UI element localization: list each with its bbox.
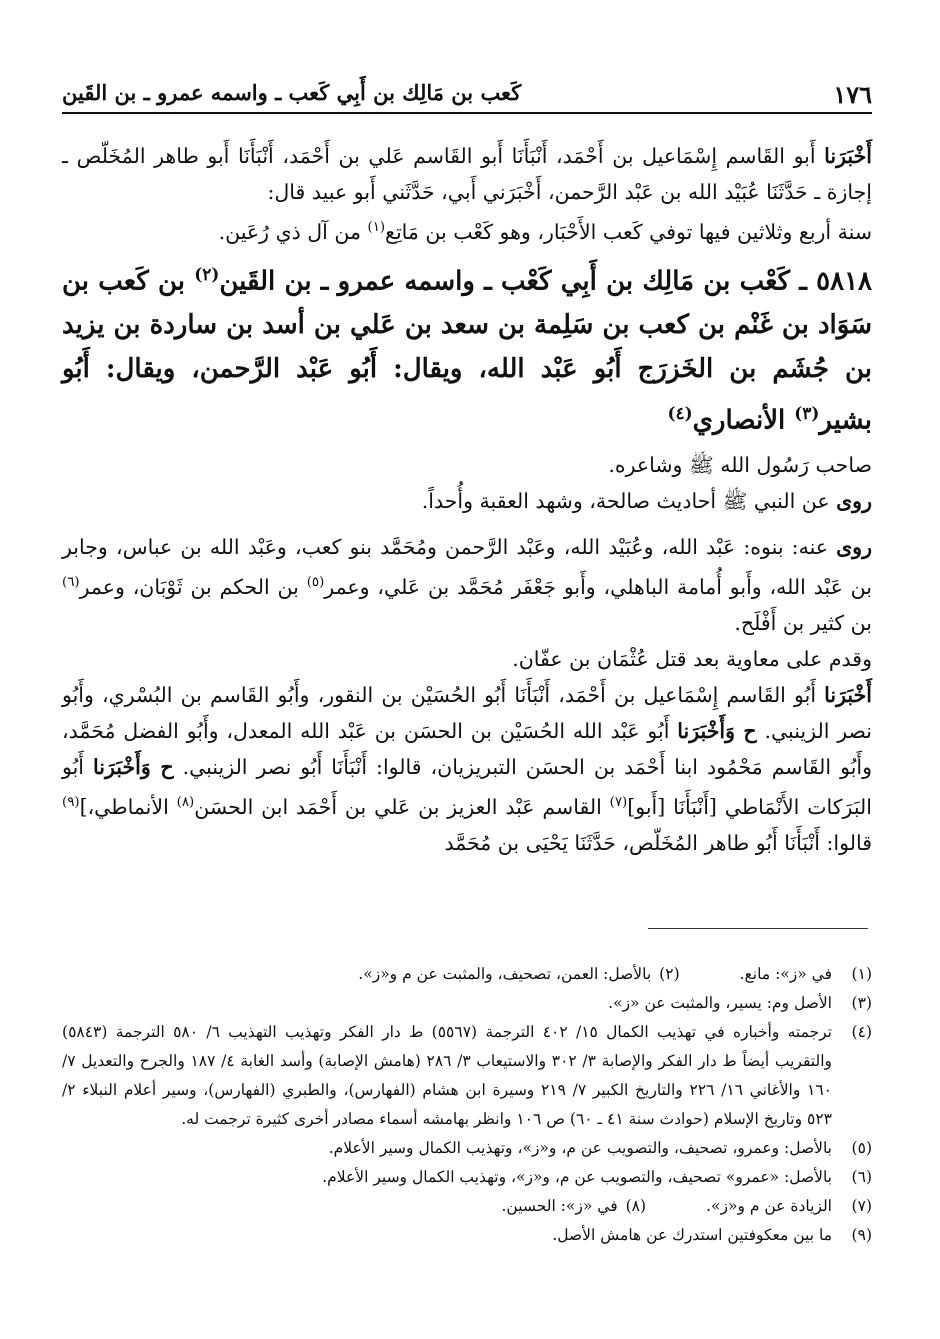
footnote-ref[interactable]: (٥) <box>306 575 325 591</box>
paragraph-3 <box>62 447 872 483</box>
footnote-text: الزيادة عن م و«ز». <box>706 1197 832 1215</box>
footnote-text: بالأصل: «عمرو» تصحيف، والتصويب عن م، و«ز»، وتهذيب الكمال وسير الأعلام. <box>322 1168 832 1186</box>
footnote-number: (٧) <box>851 1197 872 1215</box>
footnote-item <box>62 1134 872 1163</box>
footnote-text: بالأصل: العمن، تصحيف، والمثبت عن م و«ز». <box>358 965 652 983</box>
footnote-ref[interactable]: (٨) <box>176 794 195 810</box>
chain-label: أَخْبَرَنا <box>824 144 872 168</box>
paragraph-text: عن النبي ﷺ أحاديث صالحة، وشهد العقبة وأُحداً. <box>421 489 837 514</box>
footnote-number: (٨) <box>625 1197 647 1215</box>
footnote-ref[interactable]: (١) <box>367 220 386 235</box>
entry-title: الأنصاري <box>692 406 795 437</box>
footnote-text: في «ز»: الحسين. <box>501 1197 618 1215</box>
footnote-text: ما بين معكوفتين استدرك عن هامش الأصل. <box>552 1226 832 1244</box>
paragraph-text: صاحب رَسُول الله ﷺ وشاعره. <box>608 453 872 478</box>
entry-title: ٥٨١٨ ـ كَعْب بن مَالِك بن أَبِي كَعْب ـ واسمه عمرو ـ بن القَين <box>219 266 872 297</box>
chain-label: أَخْبَرَنا <box>824 682 872 707</box>
footnote-ref[interactable]: (٤) <box>667 403 693 424</box>
paragraph-text: من آل ذي رُعَين. <box>218 219 368 244</box>
paragraph-text: أَبُو عَبْد الله الحُسَيْن بن الحسَن بن عَبْد الله المعدل، وأَبُو الفضل مُحَمَّد، وأَبُو القَاسم مَحْمُود ابنا أَحْمَد بن الحسَن التبريزيان، قالوا: أَنْبَأَنَا أَبُو نصر الزينبي. <box>62 718 873 779</box>
footnote-item <box>62 989 872 1018</box>
paragraph-text: بن الحكم بن ثَوْبَان، وعمر <box>79 574 307 599</box>
footnote-number: (٢) <box>659 965 680 983</box>
paragraph-text: قالوا: أَنْبَأَنَا أَبُو طاهر المُخَلّص، حَدَّثَنَا يَحْيَى بن مُحَمَّد <box>444 830 872 855</box>
narration-label: روى <box>836 535 872 560</box>
footnote-number: (٥) <box>851 1139 872 1157</box>
chain-label: ح وَأَخْبَرَنا <box>93 754 174 779</box>
entry-heading <box>62 252 872 443</box>
footnote-text: الأصل وم: يسير، والمثبت عن «ز». <box>608 994 832 1012</box>
paragraph-text: وقدم على معاوية بعد قتل عُثْمَان بن عفّان. <box>512 646 872 671</box>
footnote-item <box>62 1018 872 1134</box>
paragraph-text: عنه: بنوه: عَبْد الله، وعُبَيْد الله، وعَبْد الرَّحمن ومُحَمَّد بنو كعب، وعَبْد الله بن عباس، وجابر بن عَبْد الله، وأَبو أُمامة الباهلي، وأَبو جَعْفَر مُحَمَّد بن عَلي، وعمر <box>62 535 872 599</box>
paragraph-text: أَبُو البَرَكات الأَنْمَاطي [أَنْبَأَنَا [أَبو] <box>62 754 872 819</box>
footnote-item <box>62 1192 872 1221</box>
paragraph-1 <box>62 138 872 210</box>
footnote-text: ترجمته وأخباره في تهذيب الكمال ١٥/ ٤٠٢ الترجمة (٥٥٦٧) ط دار الفكر وتهذيب التهذيب ٦/ ٥٨٠ الترجمة (٥٨٤٣) والتقريب أيضاً ط دار الفكر والإصابة ٣/ ٣٠٢ والاستيعاب ٣/ ٢٨٦ (هامش الإصابة) وأسد الغابة ٤/ ١٨٧ والجرح والتعديل ٧/ ١٦٠ والأغاني ١٦/ ٢٢٦ والتاريخ الكبير ٧/ ٢١٩ وسيرة ابن هشام (الفهارس)، والطبري (الفهارس)، وسير أعلام النبلاء ٢/ ٥٢٣ وتاريخ الإسلام (حوادث سنة ٤١ ـ ٦٠) ص ١٠٦ وانظر بهامشه أسماء مصادر أخرى كثيرة ترجمت له. <box>62 1023 833 1128</box>
footnote-ref[interactable]: (٣) <box>794 403 820 424</box>
paragraph-text: القاسم عَبْد العزيز بن عَلي بن أَحْمَد ابن الحسَن <box>194 794 610 819</box>
paragraph-7 <box>62 677 872 861</box>
paragraph-text: أَبُو القَاسم إِسْمَاعيل بن أَحْمَد، أَنْبَأَنَا أَبُو الحُسَيْن بن النقور، وأَبُو القَاسم بن البُسْري، وأَبُو نصر الزينبي. <box>62 682 873 743</box>
footnote-number: (١) <box>851 965 872 983</box>
paragraph-2 <box>62 210 872 250</box>
footnote-item <box>62 1163 872 1192</box>
entry-title: بن كَعب بن سَوَاد بن غَنْم بن كعب بن سَلِمة بن سعد بن عَلي بن أسد بن ساردة بن يزيد بن جُشَم بن الخَزرَج أَبُو عَبْد الله، ويقال: أَبُو عَبْد الرَّحمن، ويقال: أَبُو بشير <box>62 266 872 437</box>
running-title: كَعب بن مَالِك بن أَبِي كَعب ـ واسمه عمرو ـ بن القَين <box>62 80 522 105</box>
paragraph-text: سنة أربع وثلاثين فيها توفي كَعب الأَحْبَار، وهو كَعْب بن مَاتِع <box>385 219 872 244</box>
footnote-ref[interactable]: (٦) <box>62 575 80 591</box>
footnote-ref[interactable]: (٧) <box>609 794 628 810</box>
paragraph-text: الأنماطي،] <box>79 794 177 819</box>
narration-label: روى <box>836 489 872 514</box>
footnote-number: (٦) <box>851 1168 872 1186</box>
paragraph-text: أَبو القَاسم إِسْمَاعيل بن أَحْمَد، أَنْبَأَنَا أَبو القَاسم عَلي بن أَحْمَد، أَنْبَأَنَا أَبو طاهر المُخَلّص ـ إجازة ـ حَدَّثَنَا عُبَيْد الله بن عَبْد الرَّحمن، أَخْبَرَني أَبي، حَدَّثَني أَبو عبيد قال: <box>62 144 872 204</box>
paragraph-5 <box>62 529 872 641</box>
footnotes <box>62 960 872 1250</box>
footnote-separator <box>648 928 868 929</box>
footnote-ref[interactable]: (٩) <box>62 794 80 810</box>
footnote-number: (٣) <box>851 994 872 1012</box>
footnote-number: (٩) <box>851 1226 872 1244</box>
footnote-ref[interactable]: (٢) <box>194 263 220 284</box>
paragraph-6 <box>62 641 872 677</box>
footnote-text: بالأصل: وعمرو، تصحيف، والتصويب عن م، و«ز»، وتهذيب الكمال وسير الأعلام. <box>328 1139 832 1157</box>
paragraph-text: بن كثير بن أَفْلَح. <box>734 610 872 635</box>
paragraph-4 <box>62 483 872 519</box>
page-number: ١٧٦ <box>833 80 872 109</box>
page-header <box>62 78 872 114</box>
footnote-item <box>62 960 872 989</box>
chain-label: ح وَأَخْبَرَنا <box>677 718 757 743</box>
footnote-number: (٤) <box>851 1023 872 1041</box>
main-text <box>62 138 872 861</box>
footnote-text: في «ز»: مانع. <box>739 965 832 983</box>
footnote-item <box>62 1221 872 1250</box>
